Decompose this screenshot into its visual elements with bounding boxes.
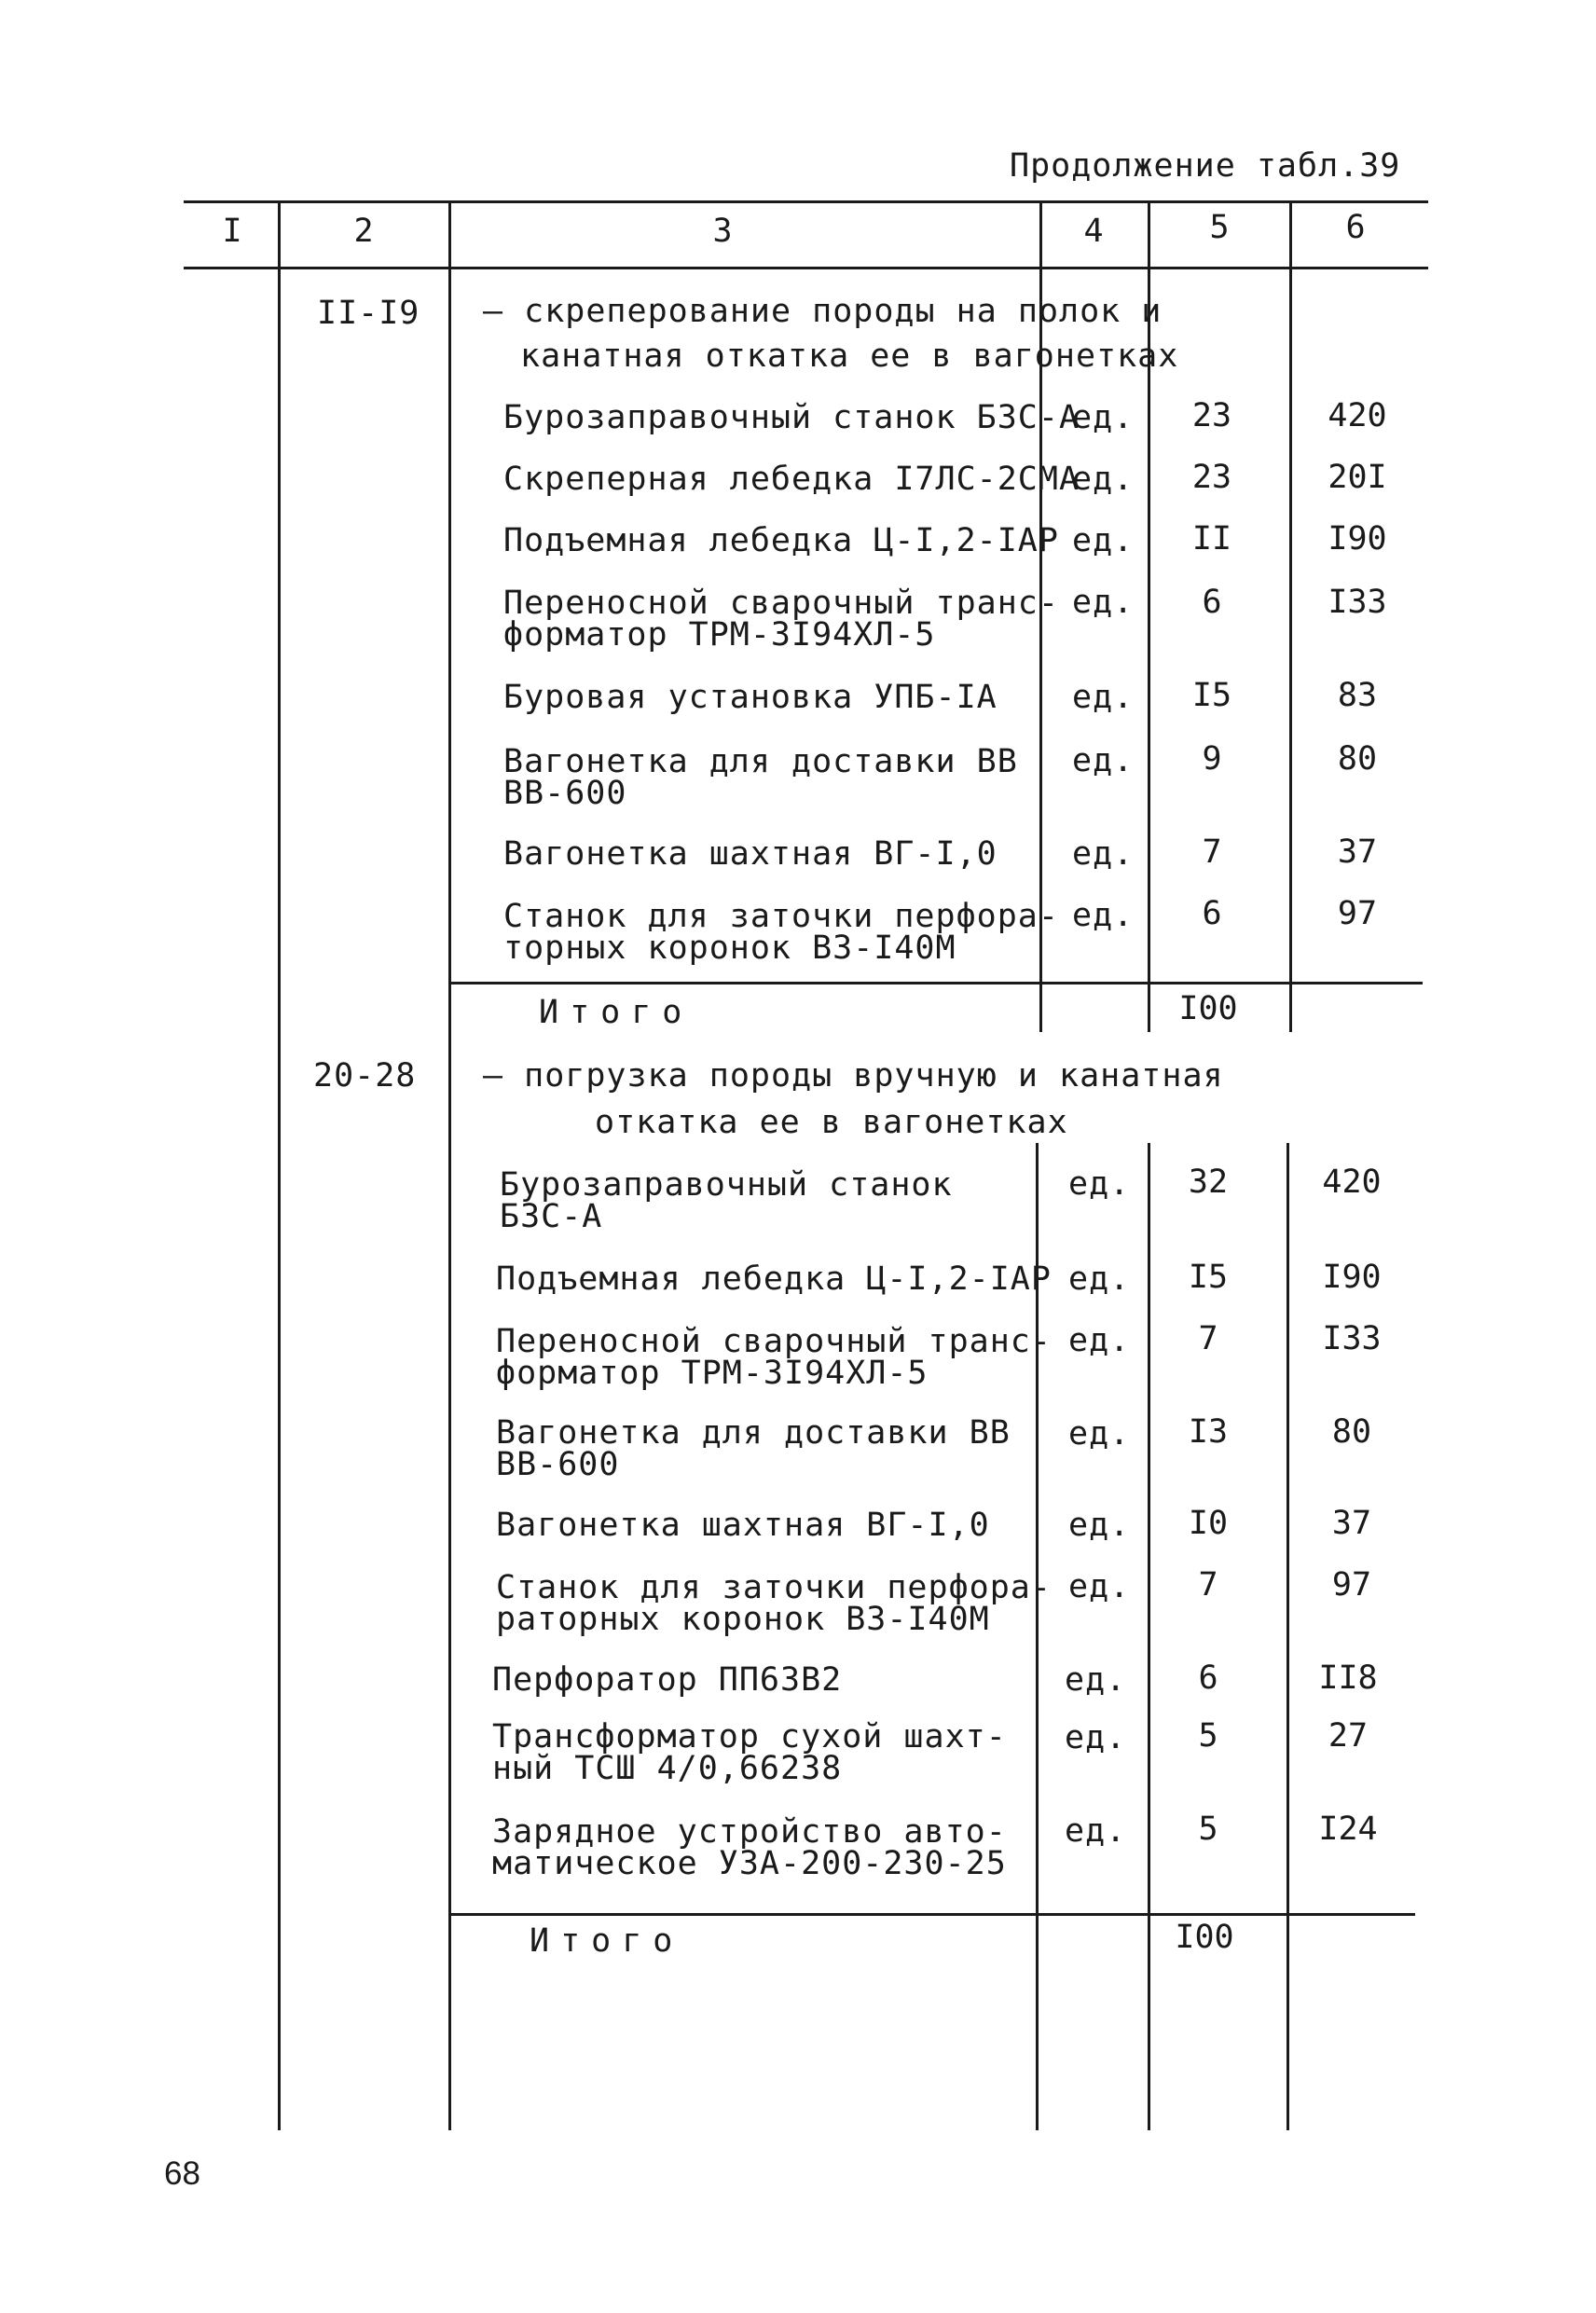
- item-unit: ед.: [1072, 835, 1135, 873]
- item-value: 97: [1331, 1566, 1372, 1604]
- item-qty: 5: [1198, 1810, 1218, 1848]
- item-unit: ед.: [1072, 522, 1135, 559]
- table-caption: Продолжение табл.39: [1010, 147, 1401, 185]
- item-value: 80: [1331, 1413, 1372, 1451]
- header-col-3: 3: [712, 213, 733, 250]
- item-name: Зарядное устройство авто- матическое УЗА-200-230-25: [492, 1813, 1007, 1882]
- item-value: I24: [1318, 1810, 1378, 1848]
- item-qty: I5: [1191, 677, 1232, 714]
- item-value: 37: [1331, 1505, 1372, 1542]
- item-name: Бурозаправочный станок БЗС-А: [500, 1166, 953, 1235]
- item-name: Вагонетка для доставки ВВ ВВ-600: [503, 743, 1018, 812]
- item-value: 420: [1322, 1163, 1382, 1201]
- item-value: 20I: [1328, 459, 1387, 496]
- group-code: II-I9: [317, 295, 420, 332]
- group1-total-rule: [448, 982, 1423, 984]
- item-name: Трансформатор сухой шахт- ный ТСШ 4/0,66238: [492, 1718, 1007, 1787]
- item-name: Подъемная лебедка Ц-I,2-IАР: [503, 522, 1059, 559]
- header-top-rule: [184, 200, 1428, 203]
- vline-1: [278, 200, 281, 2130]
- item-value: II8: [1318, 1659, 1378, 1697]
- item-name: Станок для заточки перфора- раторных коронок ВЗ-I40М: [496, 1569, 1052, 1638]
- item-name: Скреперная лебедка I7ЛС-2СМА: [503, 461, 1080, 498]
- item-name: Станок для заточки перфора- торных коронок ВЗ-I40М: [503, 898, 1059, 967]
- item-value: I90: [1322, 1259, 1382, 1296]
- page-number: 68: [164, 2155, 200, 2192]
- header-bottom-rule: [184, 267, 1428, 269]
- item-name: Бурозаправочный станок БЗС-А: [503, 399, 1080, 436]
- header-col-6: 6: [1345, 209, 1366, 246]
- group-title-line-1: – погрузка породы вручную и канатная: [483, 1057, 1224, 1095]
- group2-total-rule: [448, 1913, 1415, 1916]
- item-unit: ед.: [1068, 1507, 1131, 1544]
- item-unit: ед.: [1068, 1568, 1131, 1605]
- item-qty: 23: [1191, 459, 1232, 496]
- item-unit: ед.: [1065, 1812, 1127, 1850]
- item-unit: ед.: [1068, 1165, 1131, 1203]
- item-unit: ед.: [1072, 584, 1135, 621]
- header-col-5: 5: [1209, 209, 1230, 246]
- item-unit: ед.: [1065, 1719, 1127, 1756]
- item-value: 420: [1328, 397, 1387, 434]
- item-value: 80: [1337, 740, 1378, 778]
- item-qty: 6: [1202, 584, 1222, 621]
- total-label: Итого: [539, 994, 694, 1031]
- header-col-2: 2: [353, 213, 374, 250]
- item-unit: ед.: [1072, 679, 1135, 716]
- group-code: 20-28: [313, 1057, 417, 1095]
- item-qty: I0: [1188, 1505, 1229, 1542]
- item-value: I33: [1322, 1320, 1382, 1357]
- item-qty: 7: [1198, 1320, 1218, 1357]
- total-label: Итого: [530, 1922, 684, 1960]
- group-title-line-2: канатная откатка ее в вагонетках: [520, 337, 1179, 375]
- header-col-1: I: [222, 213, 242, 250]
- item-name: Подъемная лебедка Ц-I,2-IАР: [496, 1260, 1052, 1298]
- item-qty: I5: [1188, 1259, 1229, 1296]
- item-qty: 32: [1188, 1163, 1229, 1201]
- group-title-line-2: откатка ее в вагонетках: [595, 1104, 1068, 1141]
- item-qty: 6: [1198, 1659, 1218, 1697]
- item-unit: ед.: [1072, 399, 1135, 436]
- item-name: Вагонетка шахтная ВГ-I,0: [496, 1507, 990, 1544]
- item-qty: I3: [1188, 1413, 1229, 1451]
- header-col-4: 4: [1083, 213, 1104, 250]
- item-value: I33: [1328, 584, 1387, 621]
- item-name: Вагонетка шахтная ВГ-I,0: [503, 835, 998, 873]
- item-qty: 9: [1202, 740, 1222, 778]
- item-name: Перфоратор ПП63В2: [492, 1661, 843, 1699]
- item-value: I90: [1328, 520, 1387, 558]
- vline-5-lower: [1286, 1143, 1289, 2130]
- item-unit: ед.: [1072, 742, 1135, 779]
- item-qty: 5: [1198, 1717, 1218, 1755]
- item-unit: ед.: [1065, 1661, 1127, 1699]
- vline-5-upper: [1289, 200, 1292, 1032]
- item-qty: 7: [1198, 1566, 1218, 1604]
- item-unit: ед.: [1068, 1322, 1131, 1359]
- total-value: I00: [1175, 1919, 1234, 1956]
- item-unit: ед.: [1072, 461, 1135, 498]
- item-qty: 7: [1202, 833, 1222, 871]
- item-name: Вагонетка для доставки ВВ ВВ-600: [496, 1414, 1011, 1483]
- item-name: Переносной сварочный транс- форматор ТРМ-3I94ХЛ-5: [503, 585, 1059, 654]
- item-value: 37: [1337, 833, 1378, 871]
- vline-2: [448, 200, 451, 2130]
- item-unit: ед.: [1068, 1415, 1131, 1453]
- item-qty: 6: [1202, 895, 1222, 932]
- item-value: 97: [1337, 895, 1378, 932]
- group-title-line-1: – скреперование породы на полок и: [483, 293, 1163, 330]
- item-unit: ед.: [1072, 897, 1135, 934]
- item-value: 83: [1337, 677, 1378, 714]
- item-qty: 23: [1191, 397, 1232, 434]
- item-qty: II: [1191, 520, 1232, 558]
- item-name: Буровая установка УПБ-IА: [503, 679, 998, 716]
- total-value: I00: [1178, 990, 1238, 1027]
- item-value: 27: [1328, 1717, 1369, 1755]
- vline-4-lower: [1148, 1143, 1150, 2130]
- item-name: Переносной сварочный транс- форматор ТРМ-3I94ХЛ-5: [496, 1323, 1052, 1392]
- item-unit: ед.: [1068, 1260, 1131, 1298]
